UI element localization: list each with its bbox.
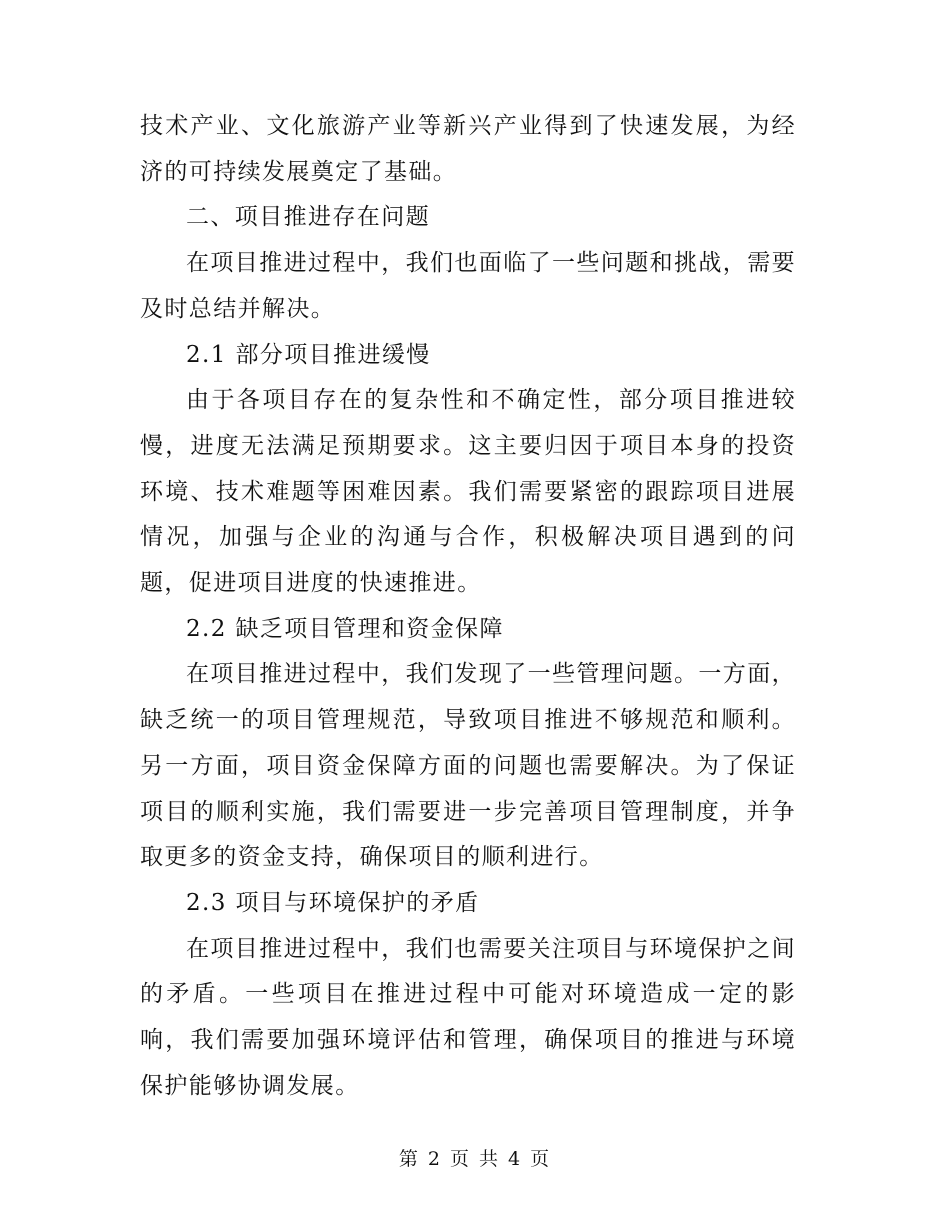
document-body bbox=[140, 104, 796, 1109]
subsection-heading-2-3: 2.3 项目与环境保护的矛盾 bbox=[186, 889, 480, 916]
paragraph-2-2: 在项目推进过程中，我们发现了一些管理问题。一方面，缺乏统一的项目管理规范，导致项目推进不够规范和顺利。另一方面，项目资金保障方面的问题也需要解决。为了保证项目的顺利实施，我们需要进一步完善项目管理制度，并争取更多的资金支持，确保项目的顺利进行。 bbox=[140, 661, 796, 871]
subsection-heading-2-2: 2.2 缺乏项目管理和资金保障 bbox=[186, 615, 504, 642]
paragraph-2-1: 由于各项目存在的复杂性和不确定性，部分项目推进较慢，进度无法满足预期要求。这主要归因于项目本身的投资环境、技术难题等困难因素。我们需要紧密的跟踪项目进展情况，加强与企业的沟通与合作，积极解决项目遇到的问题，促进项目进度的快速推进。 bbox=[140, 387, 796, 597]
page-number-footer: 第 2 页 共 4 页 bbox=[398, 1148, 552, 1170]
subsection-heading-2-1: 2.1 部分项目推进缓慢 bbox=[186, 341, 431, 368]
paragraph-intro: 在项目推进过程中，我们也面临了一些问题和挑战，需要及时总结并解决。 bbox=[140, 250, 796, 322]
section-heading-problems: 二、项目推进存在问题 bbox=[186, 204, 430, 231]
paragraph-2-3: 在项目推进过程中，我们也需要关注项目与环境保护之间的矛盾。一些项目在推进过程中可能对环境造成一定的影响，我们需要加强环境评估和管理，确保项目的推进与环境保护能够协调发展。 bbox=[140, 935, 796, 1099]
paragraph-continuation: 技术产业、文化旅游产业等新兴产业得到了快速发展，为经济的可持续发展奠定了基础。 bbox=[140, 113, 796, 185]
